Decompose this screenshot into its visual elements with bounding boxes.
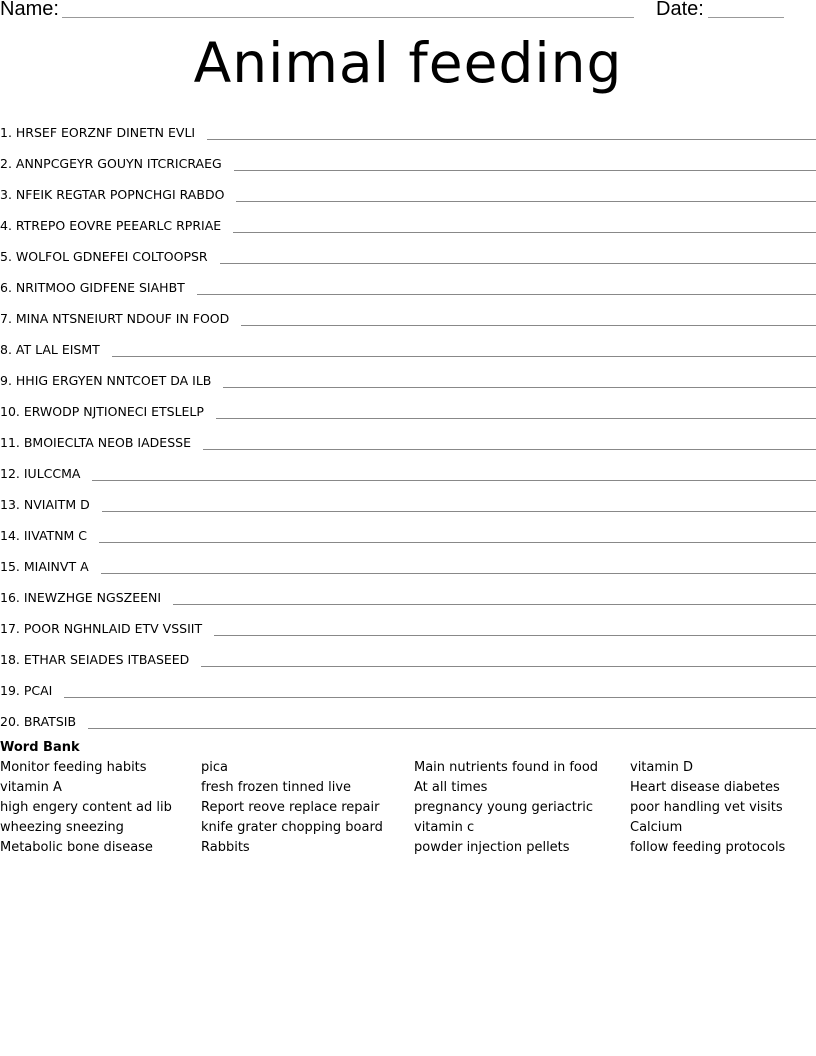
answer-line[interactable] bbox=[102, 510, 816, 512]
question-row bbox=[0, 453, 816, 484]
answer-line[interactable] bbox=[207, 138, 816, 140]
answer-line[interactable] bbox=[88, 727, 816, 729]
question-text: 4. RTREPO EOVRE PEEARLC RPRIAE bbox=[0, 218, 222, 233]
word-bank-column bbox=[0, 759, 172, 859]
word-bank-item: knife grater chopping board bbox=[201, 820, 383, 835]
question-row bbox=[0, 236, 816, 267]
word-bank-item: vitamin c bbox=[414, 820, 475, 835]
question-row bbox=[0, 546, 816, 577]
question-text: 16. INEWZHGE NGSZEENI bbox=[0, 590, 162, 605]
answer-line[interactable] bbox=[233, 231, 816, 233]
answer-line[interactable] bbox=[201, 665, 816, 667]
question-row bbox=[0, 639, 816, 670]
word-bank-item: Metabolic bone disease bbox=[0, 840, 153, 855]
word-bank-item: Main nutrients found in food bbox=[414, 760, 599, 775]
question-text: 7. MINA NTSNEIURT NDOUF IN FOOD bbox=[0, 311, 230, 326]
question-row bbox=[0, 298, 816, 329]
question-row bbox=[0, 670, 816, 701]
word-bank-item: vitamin D bbox=[630, 760, 694, 775]
question-row bbox=[0, 608, 816, 639]
word-bank-column bbox=[201, 759, 383, 859]
date-label: Date: bbox=[656, 0, 704, 20]
question-text: 12. IULCCMA bbox=[0, 466, 81, 481]
question-text: 8. AT LAL EISMT bbox=[0, 342, 100, 357]
word-bank-item: Monitor feeding habits bbox=[0, 760, 147, 775]
question-row bbox=[0, 205, 816, 236]
word-bank-item: pica bbox=[201, 760, 228, 775]
question-text: 1. HRSEF EORZNF DINETN EVLI bbox=[0, 125, 196, 140]
question-row bbox=[0, 143, 816, 174]
answer-line[interactable] bbox=[203, 448, 816, 450]
question-text: 11. BMOIECLTA NEOB IADESSE bbox=[0, 435, 191, 450]
question-list bbox=[0, 112, 816, 732]
word-bank-item: follow feeding protocols bbox=[630, 840, 786, 855]
question-text: 18. ETHAR SEIADES ITBASEED bbox=[0, 652, 190, 667]
question-row bbox=[0, 484, 816, 515]
answer-line[interactable] bbox=[236, 200, 816, 202]
question-text: 5. WOLFOL GDNEFEI COLTOOPSR bbox=[0, 249, 208, 264]
answer-line[interactable] bbox=[214, 634, 816, 636]
answer-line[interactable] bbox=[92, 479, 816, 481]
question-row bbox=[0, 174, 816, 205]
word-bank-item: powder injection pellets bbox=[414, 840, 570, 855]
answer-line[interactable] bbox=[173, 603, 816, 605]
question-text: 15. MIAINVT A bbox=[0, 559, 89, 574]
word-bank-item: fresh frozen tinned live bbox=[201, 780, 352, 795]
question-text: 20. BRATSIB bbox=[0, 714, 77, 729]
answer-line[interactable] bbox=[197, 293, 816, 295]
question-row bbox=[0, 360, 816, 391]
word-bank-column bbox=[630, 759, 785, 859]
page-title: Animal feeding bbox=[193, 31, 623, 95]
answer-line[interactable] bbox=[223, 386, 816, 388]
word-bank-item: Heart disease diabetes bbox=[630, 780, 780, 795]
worksheet-header bbox=[0, 0, 816, 22]
word-bank-item: poor handling vet visits bbox=[630, 800, 783, 815]
word-bank bbox=[0, 739, 816, 855]
answer-line[interactable] bbox=[64, 696, 816, 698]
question-text: 9. HHIG ERGYEN NNTCOET DA ILB bbox=[0, 373, 212, 388]
question-text: 19. PCAI bbox=[0, 683, 53, 698]
question-text: 2. ANNPCGEYR GOUYN ITCRICRAEG bbox=[0, 156, 222, 171]
question-text: 3. NFEIK REGTAR POPNCHGI RABDO bbox=[0, 187, 225, 202]
question-text: 10. ERWODP NJTIONECI ETSLELP bbox=[0, 404, 204, 419]
question-row bbox=[0, 391, 816, 422]
question-row bbox=[0, 577, 816, 608]
answer-line[interactable] bbox=[234, 169, 816, 171]
word-bank-title: Word Bank bbox=[0, 740, 80, 755]
word-bank-item: vitamin A bbox=[0, 780, 62, 795]
answer-line[interactable] bbox=[216, 417, 816, 419]
question-row bbox=[0, 112, 816, 143]
word-bank-item: Report reove replace repair bbox=[201, 800, 380, 815]
word-bank-item: pregnancy young geriactric bbox=[414, 800, 594, 815]
question-row bbox=[0, 515, 816, 546]
date-line[interactable] bbox=[708, 17, 784, 18]
question-text: 13. NVIAITM D bbox=[0, 497, 90, 512]
question-text: 6. NRITMOO GIDFENE SIAHBT bbox=[0, 280, 185, 295]
answer-line[interactable] bbox=[241, 324, 816, 326]
word-bank-item: At all times bbox=[414, 780, 488, 795]
word-bank-item: Calcium bbox=[630, 820, 683, 835]
word-bank-item: high engery content ad lib bbox=[0, 800, 172, 815]
name-line[interactable] bbox=[62, 17, 634, 18]
answer-line[interactable] bbox=[99, 541, 816, 543]
question-row bbox=[0, 422, 816, 453]
word-bank-item: Rabbits bbox=[201, 840, 250, 855]
answer-line[interactable] bbox=[112, 355, 816, 357]
question-row bbox=[0, 701, 816, 732]
question-row bbox=[0, 329, 816, 360]
question-text: 17. POOR NGHNLAID ETV VSSIIT bbox=[0, 621, 203, 636]
word-bank-item: wheezing sneezing bbox=[0, 820, 124, 835]
question-text: 14. IIVATNM C bbox=[0, 528, 88, 543]
question-row bbox=[0, 267, 816, 298]
name-label: Name: bbox=[0, 0, 59, 20]
word-bank-column bbox=[414, 759, 598, 859]
answer-line[interactable] bbox=[220, 262, 816, 264]
answer-line[interactable] bbox=[101, 572, 816, 574]
